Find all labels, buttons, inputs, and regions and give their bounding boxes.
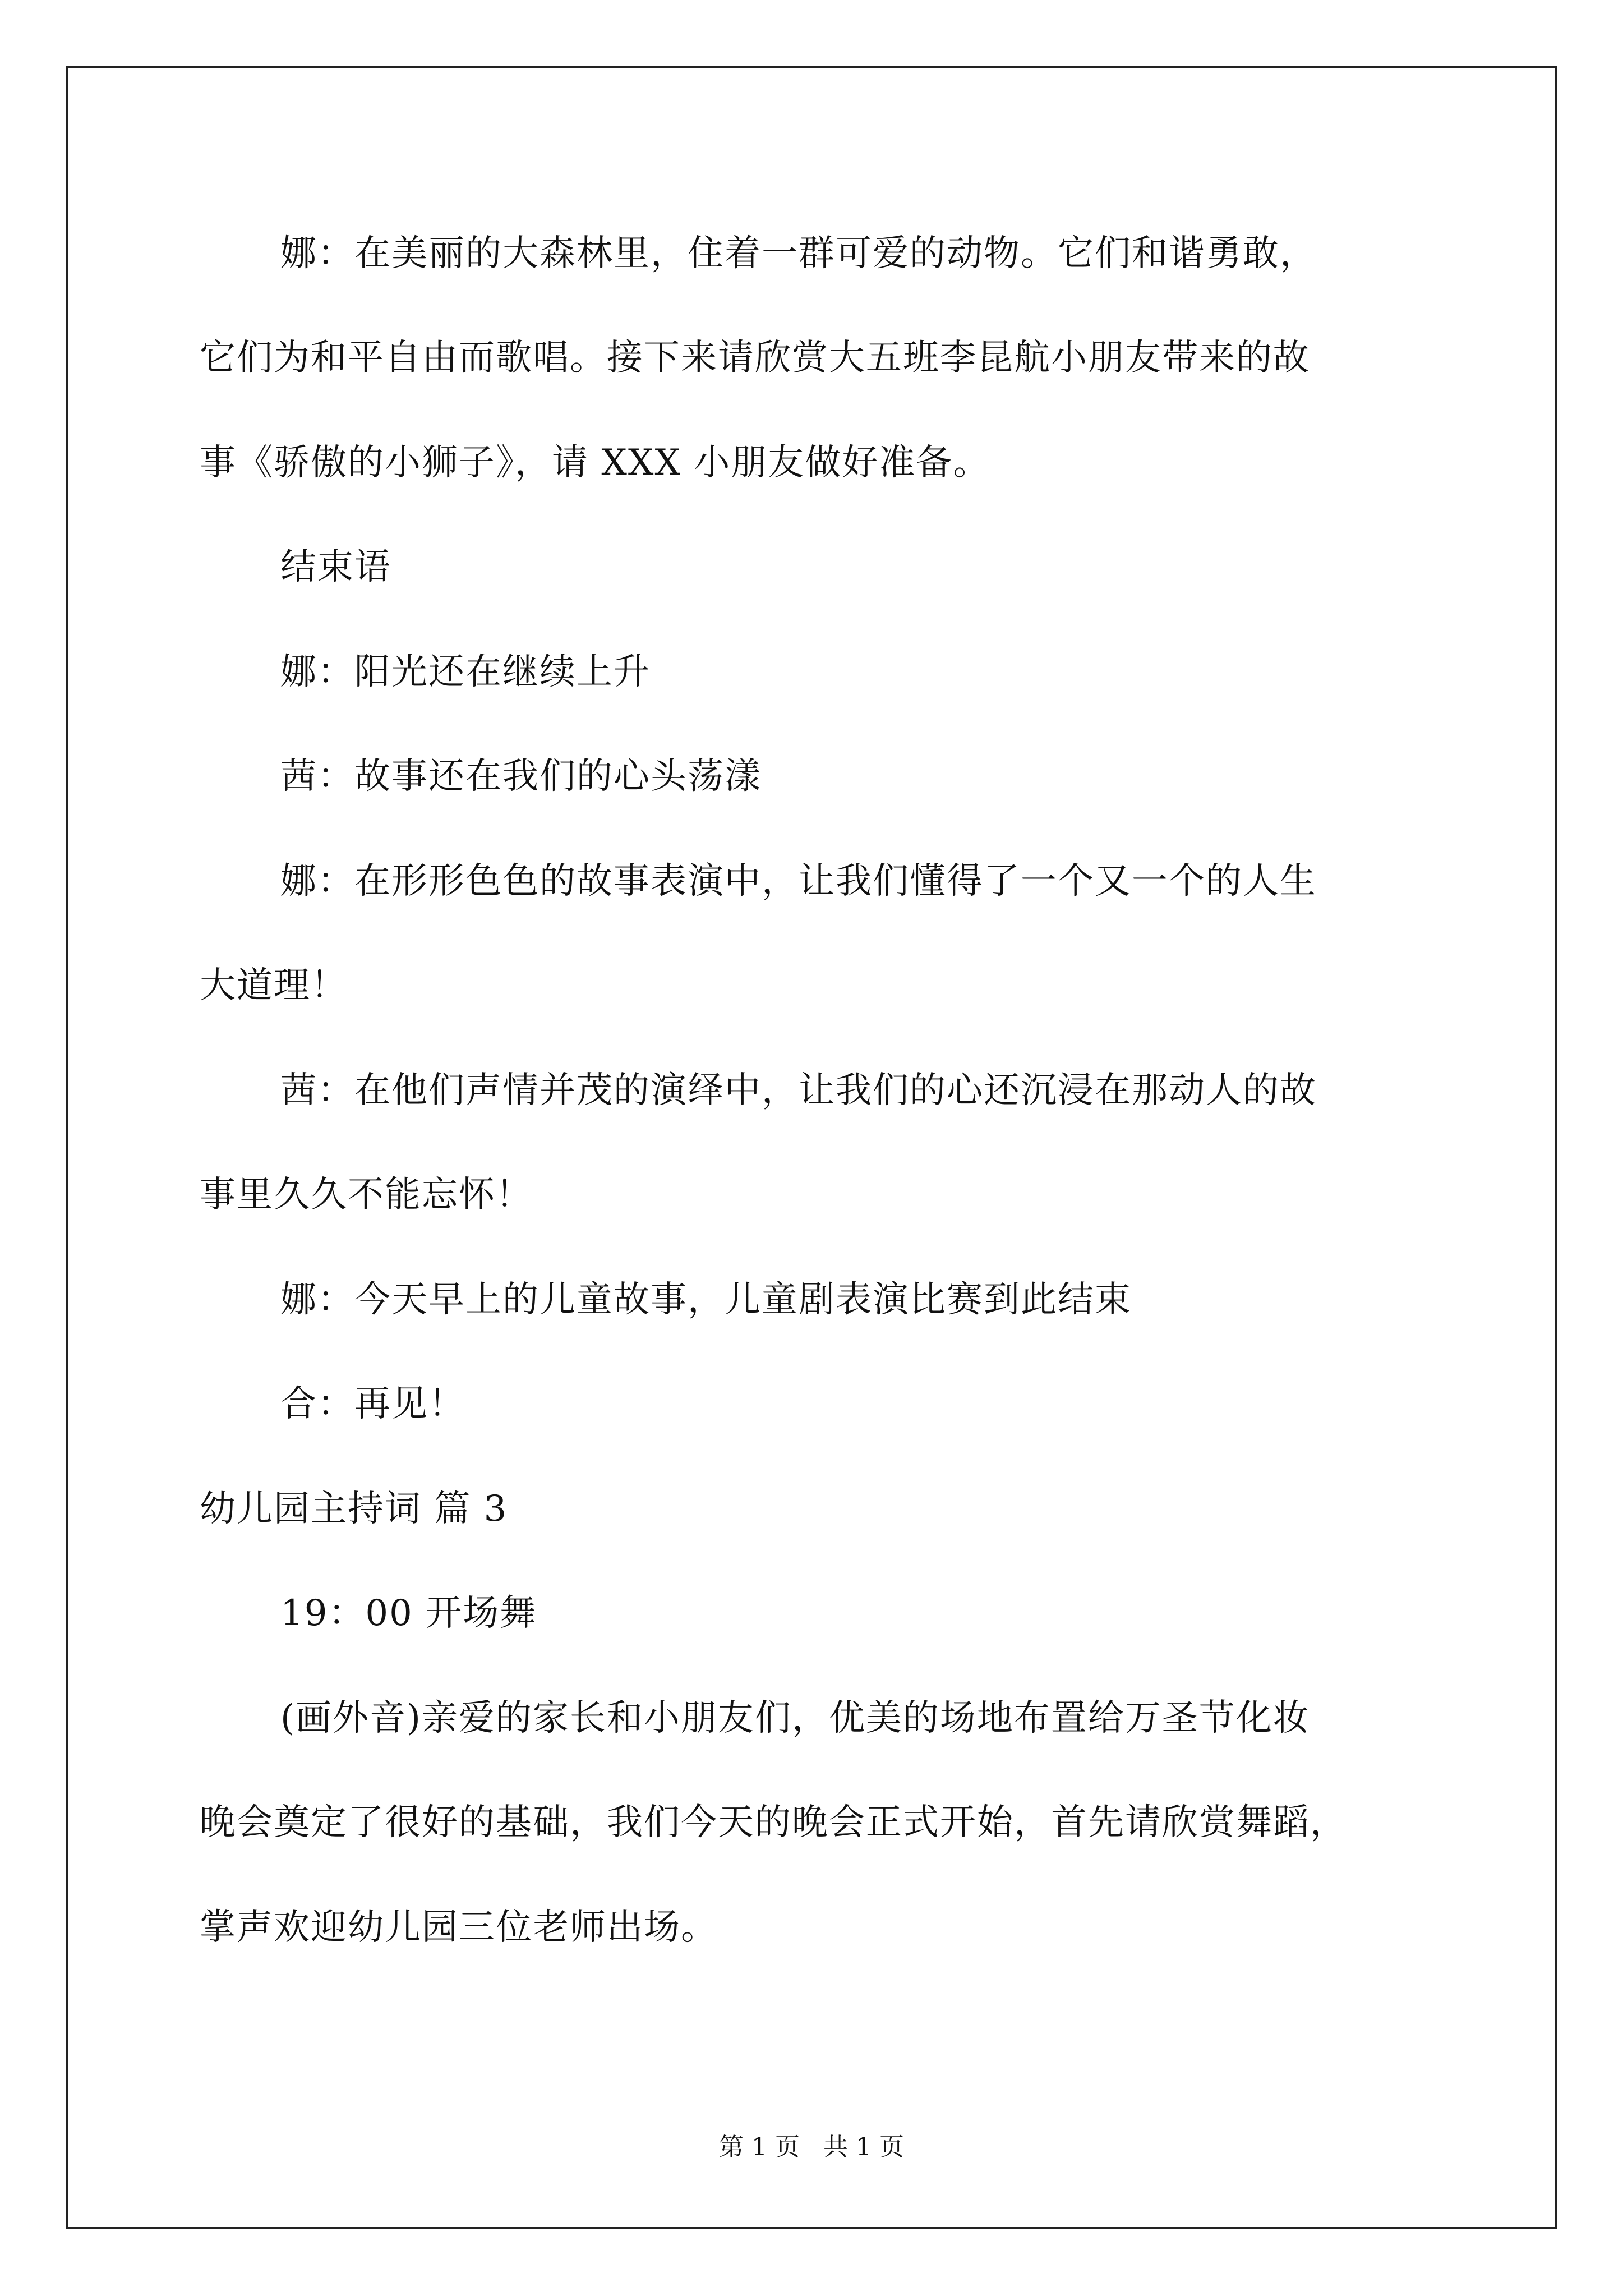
text-line: 晚会奠定了很好的基础，我们今天的晚会正式开始，首先请欣赏舞蹈， — [200, 1802, 1347, 1843]
text-line: 娜：在形形色色的故事表演中，让我们懂得了一个又一个的人生 — [280, 861, 1317, 902]
text-line: 它们为和平自由而歌唱。接下来请欣赏大五班李昆航小朋友带来的故 — [200, 337, 1310, 379]
text-line: (画外音)亲爱的家长和小朋友们，优美的场地布置给万圣节化妆 — [280, 1697, 1310, 1739]
text-line: 茜：故事还在我们的心头荡漾 — [280, 756, 762, 797]
text-line: 大道理！ — [200, 965, 348, 1006]
text-line: 事《骄傲的小狮子》，请 XXX 小朋友做好准备。 — [200, 442, 990, 484]
chapter-title: 幼儿园主持词 篇 3 — [200, 1488, 508, 1530]
text-line: 娜：今天早上的儿童故事，儿童剧表演比赛到此结束 — [280, 1279, 1132, 1320]
page-total: 共 1 页 — [823, 2133, 904, 2161]
text-line: 事里久久不能忘怀！ — [200, 1174, 533, 1216]
text-line: 掌声欢迎幼儿园三位老师出场。 — [200, 1907, 718, 1948]
page-number: 第 1 页 — [719, 2133, 800, 2161]
text-line: 娜：在美丽的大森林里，住着一群可爱的动物。它们和谐勇敢， — [280, 233, 1317, 274]
page-border — [66, 66, 1557, 2229]
section-heading: 结束语 — [280, 546, 391, 588]
text-line: 娜：阳光还在继续上升 — [280, 651, 651, 693]
text-line: 19：00 开场舞 — [280, 1593, 537, 1634]
text-line: 茜：在他们声情并茂的演绎中，让我们的心还沉浸在那动人的故 — [280, 1070, 1317, 1111]
text-line: 合：再见！ — [280, 1383, 465, 1425]
page-footer — [0, 2132, 1623, 2163]
